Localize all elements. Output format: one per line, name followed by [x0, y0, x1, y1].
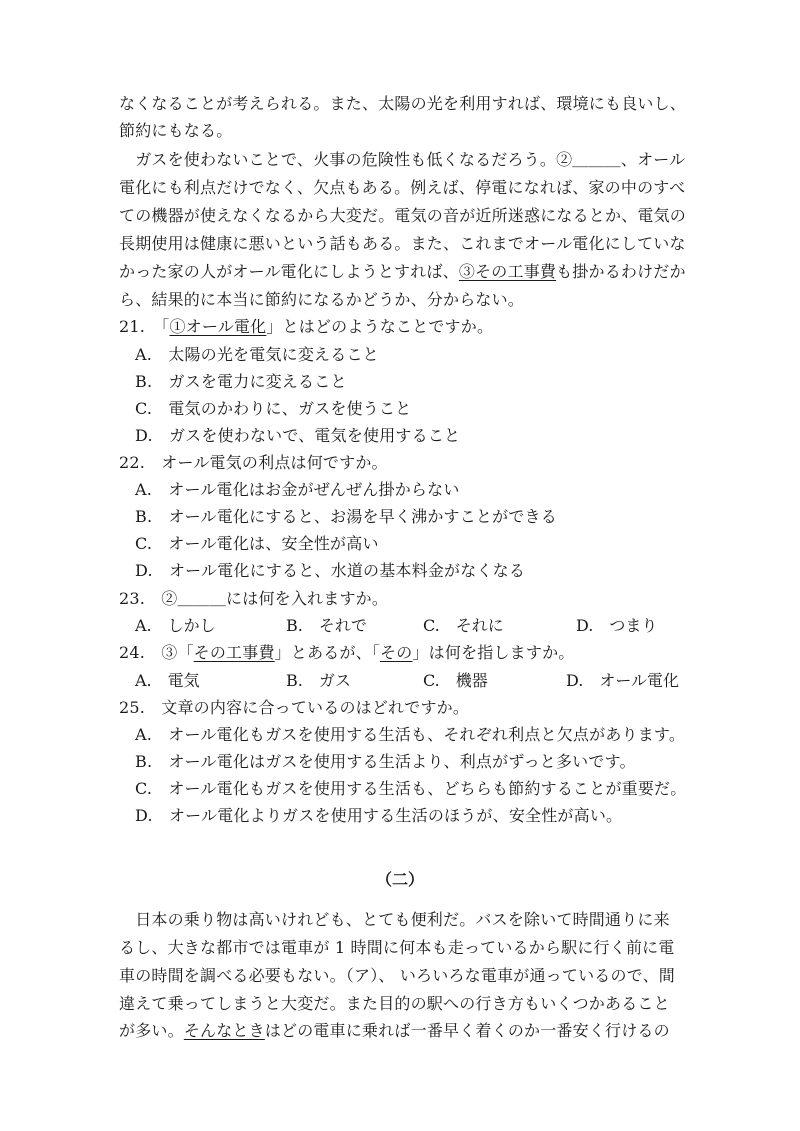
answer-option[interactable]: C. それに: [423, 616, 504, 635]
underlined-phrase: その工事費: [193, 643, 275, 662]
answer-option[interactable]: A. 電気: [135, 671, 200, 690]
question-text: 」とあるが、「: [274, 643, 381, 662]
answer-option[interactable]: A. オール電化もガスを使用する生活も、それぞれ利点と欠点があります。: [135, 725, 686, 744]
passage-line: 長期使用は健康に悪いという話もある。また、これまでオール電化にしていな: [119, 234, 686, 253]
answer-option[interactable]: C. オール電化は、安全性が高い: [135, 534, 379, 553]
passage-text: はどの電車に乗れば一番早く着くのか一番安く行けるの: [264, 1021, 670, 1040]
passage-line: 電化にも利点だけでなく、欠点もある。例えば、停電になれば、家の中のすべ: [119, 178, 686, 197]
passage-text: かった家の人がオール電化にしようとすれば、: [119, 262, 459, 281]
answer-option[interactable]: C. オール電化もガスを使用する生活も、どちらも節約することが重要だ。: [135, 779, 687, 798]
answer-option[interactable]: D. オール電化にすると、水道の基本料金がなくなる: [135, 561, 526, 580]
question-text: 」とはどのようなことですか。: [266, 317, 494, 336]
answer-option[interactable]: B. オール電化はガスを使用する生活より、利点がずっと多いです。: [135, 752, 636, 771]
answer-option[interactable]: A. 太陽の光を電気に変えること: [135, 345, 379, 364]
passage-line: るし、大きな都市では電車が 1 時間に何本も走っているから駅に行く前に電: [119, 938, 675, 957]
passage-text: も掛かるわけだか: [556, 262, 686, 281]
question-21: [119, 313, 689, 340]
answer-option[interactable]: D. オール電化よりガスを使用する生活のほうが、安全性が高い。: [135, 806, 623, 825]
passage-line: 違えて乗ってしまうと大変だ。また目的の駅への行き方もいくつかあること: [119, 994, 670, 1013]
question-text: 21. 「: [119, 317, 170, 336]
underlined-phrase: そんなとき: [183, 1021, 265, 1040]
passage-line: なくなることが考えられる。また、太陽の光を利用すれば、環境にも良いし、: [119, 94, 687, 113]
answer-option[interactable]: A. オール電化はお金がぜんぜん掛からない: [135, 480, 460, 499]
question-text: 」は何を指しますか。: [412, 643, 575, 662]
passage-line: [119, 258, 689, 285]
answer-option[interactable]: D. つまり: [576, 616, 658, 635]
question-text: 24. ③「: [119, 643, 194, 662]
answer-option[interactable]: B. オール電化にすると、お湯を早く沸かすことができる: [135, 507, 557, 526]
answer-option[interactable]: C. 機器: [423, 671, 488, 690]
underlined-phrase: ③その工事費: [458, 262, 557, 281]
question-25: 25. 文章の内容に合っているのはどれですか。: [119, 698, 470, 717]
passage-line: ガスを使わないことで、火事の危険性も低くなるだろう。②＿＿＿、オール: [119, 150, 686, 169]
passage-line: 車の時間を調べる必要もない。（ア）、 いろいろな電車が通っているので、間: [119, 966, 675, 985]
answer-option[interactable]: D. オール電化: [566, 671, 680, 690]
question-22: 22. オール電気の利点は何ですか。: [119, 453, 388, 472]
passage-text: が多い。: [119, 1021, 184, 1040]
underlined-phrase: ①オール電化: [169, 317, 267, 336]
answer-option[interactable]: B. ガスを電力に変えること: [135, 372, 347, 391]
section-heading: （二）: [375, 870, 424, 889]
passage-line: 節約にもなる。: [119, 121, 233, 140]
passage-line: [119, 1017, 689, 1044]
passage-line: 日本の乗り物は高いけれども、とても便利だ。バスを除いて時間通りに来: [119, 910, 670, 929]
answer-option[interactable]: D. ガスを使わないで、電気を使用すること: [135, 426, 461, 445]
underlined-phrase: その: [380, 643, 413, 662]
passage-line: ら、結果的に本当に節約になるかどうか、分からない。: [119, 290, 525, 309]
answer-option[interactable]: A. しかし: [135, 616, 216, 635]
answer-option[interactable]: C. 電気のかわりに、ガスを使うこと: [135, 399, 412, 418]
answer-option[interactable]: B. ガス: [286, 671, 351, 690]
question-24: [119, 639, 689, 666]
passage-line: ての機器が使えなくなるから大変だ。電気の音が近所迷惑になるとか、電気の: [119, 206, 687, 225]
answer-option[interactable]: B. それで: [286, 616, 367, 635]
question-23: 23. ②＿＿＿には何を入れますか。: [119, 589, 389, 608]
